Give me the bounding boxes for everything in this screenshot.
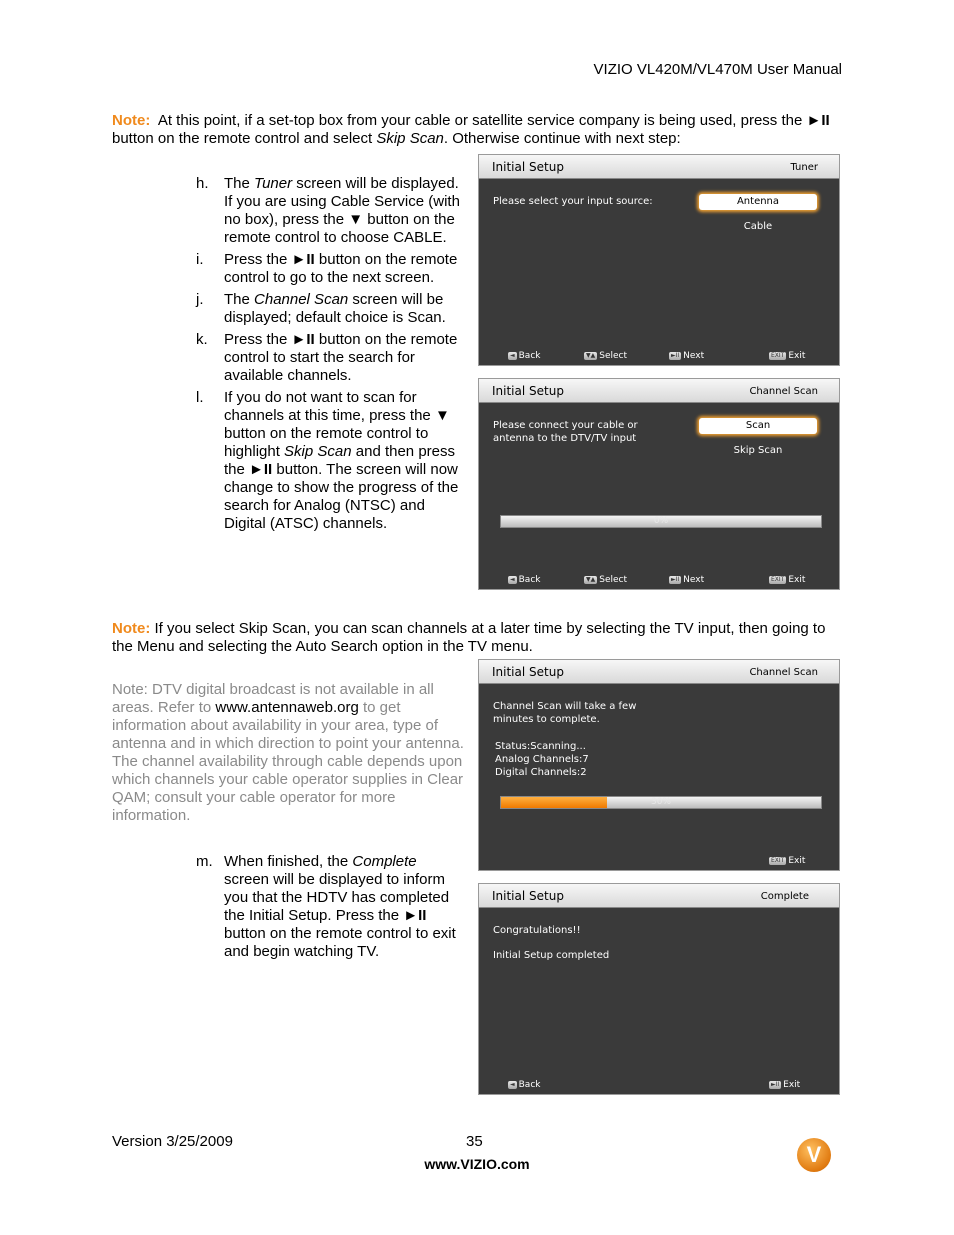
next-hint: ►II Next xyxy=(671,575,705,585)
scan-info: Channel Scan will take a few minutes to complete. xyxy=(493,701,637,725)
note-text: . Otherwise continue with next step: xyxy=(443,130,681,147)
back-key-icon: ◄ xyxy=(510,352,515,359)
arrow-keys-icon: ▼▲ xyxy=(586,352,596,359)
option-antenna[interactable]: Antenna xyxy=(699,194,817,210)
progress-fill xyxy=(501,797,607,808)
note-skip-scan xyxy=(112,620,842,656)
note-text: At this point, if a set-top box from your cable or satellite service company is being used, press the xyxy=(157,112,807,129)
step-k: k. Press the ►II button on the remote control to start the search for available channels. xyxy=(196,331,458,384)
step-h: h. The Tuner screen will be displayed. If you are using Cable Service (with no box), press the ▼ button on the remote control to choose CABLE. xyxy=(196,175,460,246)
vizio-logo-icon: V xyxy=(797,1138,831,1172)
screen-title-bar: Initial Setup Complete xyxy=(479,884,839,908)
step-j: j. The Channel Scan screen will be displayed; default choice is Scan. xyxy=(196,291,446,326)
back-hint: ◄ Back xyxy=(510,575,541,585)
note-text: If you select Skip Scan, you can scan channels at a later time by selecting the TV input, then going to the Menu and selecting the Auto Search option in the TV menu. xyxy=(112,620,826,655)
play-pause-key-icon: ►II xyxy=(671,352,680,359)
channel-scan-screen xyxy=(478,378,840,590)
play-pause-key-icon: ►II xyxy=(771,1081,780,1088)
version-text: Version 3/25/2009 xyxy=(112,1133,233,1150)
option-scan[interactable]: Scan xyxy=(699,418,817,434)
antennaweb-link[interactable]: www.antennaweb.org xyxy=(215,699,359,716)
steps-list xyxy=(196,175,464,537)
complete-screen xyxy=(478,883,840,1095)
screen-title-bar: Initial Setup Channel Scan xyxy=(479,660,839,684)
step-i: i. Press the ►II button on the remote control to go to the next screen. xyxy=(196,251,458,286)
steps-list-m xyxy=(196,853,464,965)
option-cable[interactable]: Cable xyxy=(743,221,773,232)
screen-prompt: Please connect your cable or antenna to the DTV/TV input xyxy=(493,420,638,444)
page-header: VIZIO VL420M/VL470M User Manual xyxy=(593,61,842,78)
skip-scan-term: Skip Scan xyxy=(376,130,444,147)
scanning-screen xyxy=(478,659,840,871)
note-label: Note: xyxy=(112,112,151,129)
arrow-keys-icon: ▼▲ xyxy=(586,576,596,583)
select-hint: ▼▲ Select xyxy=(586,351,627,361)
scanning-progress-bar: 30% xyxy=(500,796,822,809)
dtv-availability-note: Note: DTV digital broadcast is not available in all areas. Refer to www.antennaweb.org to get information about availability in your area, type of antenna and in which direction to point your antenna. The channel availability through cable depends upon which channels your cable operator supplies in Clear QAM; consult your cable operator for more information. xyxy=(112,681,464,824)
website-url[interactable]: www.VIZIO.com xyxy=(424,1156,530,1172)
next-hint: ►II Next xyxy=(671,351,705,361)
note-text: button on the remote control and select xyxy=(112,130,377,147)
step-l: l. If you do not want to scan for channels at this time, press the ▼ button on the remote control to highlight Skip Scan and then press the ►II button. The screen will now change to show the progress of the search for Analog (NTSC) and Digital (ATSC) channels. xyxy=(196,389,459,532)
select-hint: ▼▲ Select xyxy=(586,575,627,585)
back-hint: ◄ Back xyxy=(510,351,541,361)
scan-status: Status:Scanning... Analog Channels:7 Digital Channels:2 xyxy=(495,741,589,778)
screen-prompt: Please select your input source: xyxy=(493,196,653,207)
note-label: Note: xyxy=(112,620,151,637)
screen-title-bar: Initial Setup Tuner xyxy=(479,155,839,179)
play-pause-key: ►II xyxy=(806,112,830,129)
tuner-screen xyxy=(478,154,840,366)
screen-title-bar: Initial Setup Channel Scan xyxy=(479,379,839,403)
exit-hint: EXIT Exit xyxy=(771,575,806,585)
back-key-icon: ◄ xyxy=(510,1081,515,1088)
exit-hint: EXIT Exit xyxy=(771,856,806,866)
scan-progress-bar: 0% xyxy=(500,515,822,528)
exit-hint: ►II Exit xyxy=(771,1080,801,1090)
exit-key-icon: EXIT xyxy=(771,576,785,583)
completed-text: Initial Setup completed xyxy=(493,950,610,961)
step-m: m. When finished, the Complete screen will be displayed to inform you that the HDTV has completed the Initial Setup. Press the ►II button on the remote control to exit and begin watching TV. xyxy=(196,853,456,960)
exit-hint: EXIT Exit xyxy=(771,351,806,361)
exit-key-icon: EXIT xyxy=(771,352,785,359)
back-key-icon: ◄ xyxy=(510,576,515,583)
option-skip-scan[interactable]: Skip Scan xyxy=(733,445,783,456)
back-hint: ◄ Back xyxy=(510,1080,541,1090)
exit-key-icon: EXIT xyxy=(771,857,785,864)
play-pause-key-icon: ►II xyxy=(671,576,680,583)
page-number: 35 xyxy=(466,1133,483,1150)
congrats-text: Congratulations!! xyxy=(493,925,581,936)
note-settop xyxy=(112,112,842,148)
